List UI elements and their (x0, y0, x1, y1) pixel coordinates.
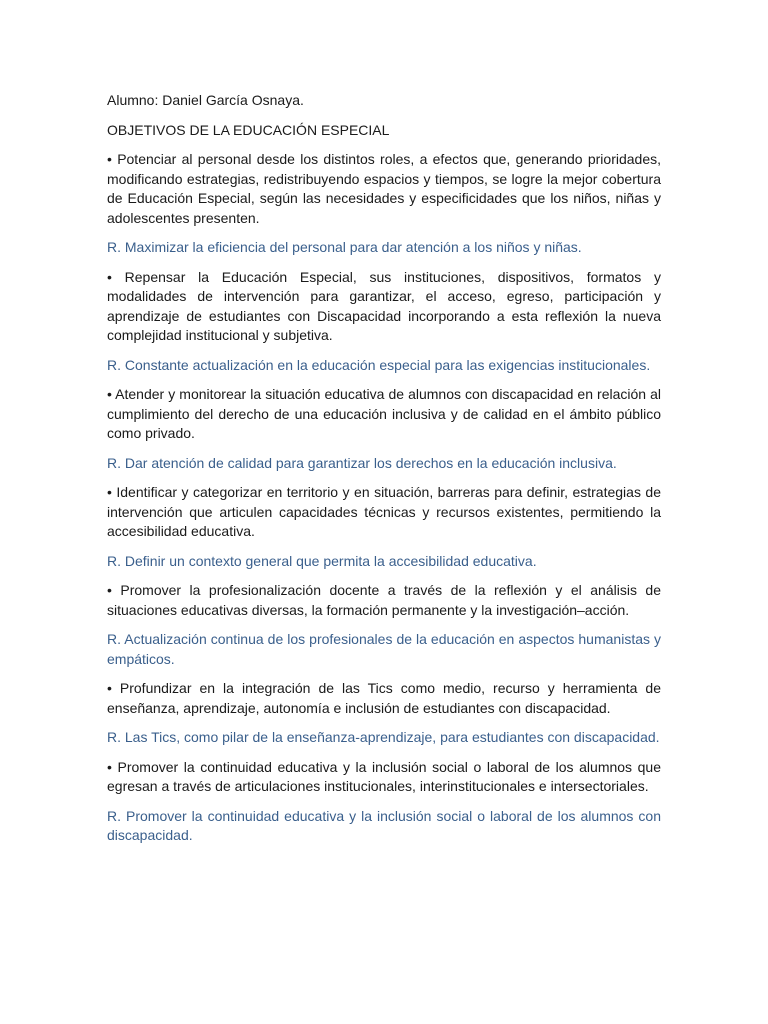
response-paragraph: R. Promover la continuidad educativa y la inclusión social o laboral de los alumnos con discapacidad. (107, 807, 661, 843)
objective-paragraph: • Atender y monitorear la situación educativa de alumnos con discapacidad en relación al cumplimiento del derecho de una educación inclusiva y de calidad en el ámbito público como privado. (107, 386, 661, 441)
objective-paragraph: • Repensar la Educación Especial, sus instituciones, dispositivos, formatos y modalidades de intervención para garantizar, el acceso, egreso, participación y aprendizaje de estudiantes con Discapacidad incorporando a esta reflexión la nueva complejidad institucional y subjetiva. (107, 268, 661, 343)
objective-paragraph: • Profundizar en la integración de las Tics como medio, recurso y herramienta de enseñanza, aprendizaje, autonomía e inclusión de estudiantes con discapacidad. (107, 680, 661, 716)
response-paragraph: R. Dar atención de calidad para garantizar los derechos en la educación inclusiva. (107, 454, 617, 471)
response-paragraph: R. Definir un contexto general que permita la accesibilidad educativa. (107, 552, 537, 569)
document-title: OBJETIVOS DE LA EDUCACIÓN ESPECIAL (107, 121, 390, 138)
objective-paragraph: • Identificar y categorizar en territorio y en situación, barreras para definir, estrategias de intervención que articulen capacidades técnicas y recursos existentes, permitiendo la accesibilidad educativa. (107, 484, 661, 539)
response-paragraph: R. Constante actualización en la educación especial para las exigencias institucionales. (107, 356, 651, 373)
objective-paragraph: • Potenciar al personal desde los distintos roles, a efectos que, generando prioridades, modificando estrategias, redistribuyendo espacios y tiempos, se logre la mejor cobertura de Educación Especial, según las necesidades y especificidades que los niños, niñas y adolescentes presenten. (107, 151, 661, 226)
response-paragraph: R. Las Tics, como pilar de la enseñanza-aprendizaje, para estudiantes con discapacidad. (107, 729, 660, 745)
student-name: Alumno: Daniel García Osnaya. (107, 92, 304, 108)
response-paragraph: R. Actualización continua de los profesionales de la educación en aspectos humanistas y empáticos. (107, 631, 661, 667)
document-page (107, 91, 661, 856)
response-paragraph: R. Maximizar la eficiencia del personal para dar atención a los niños y niñas. (107, 239, 582, 255)
objective-paragraph: • Promover la profesionalización docente a través de la reflexión y el análisis de situaciones educativas diversas, la formación permanente y la investigación–acción. (107, 582, 661, 618)
objective-paragraph: • Promover la continuidad educativa y la inclusión social o laboral de los alumnos que egresan a través de articulaciones institucionales, interinstitucionales e intersectoriales. (107, 758, 661, 794)
